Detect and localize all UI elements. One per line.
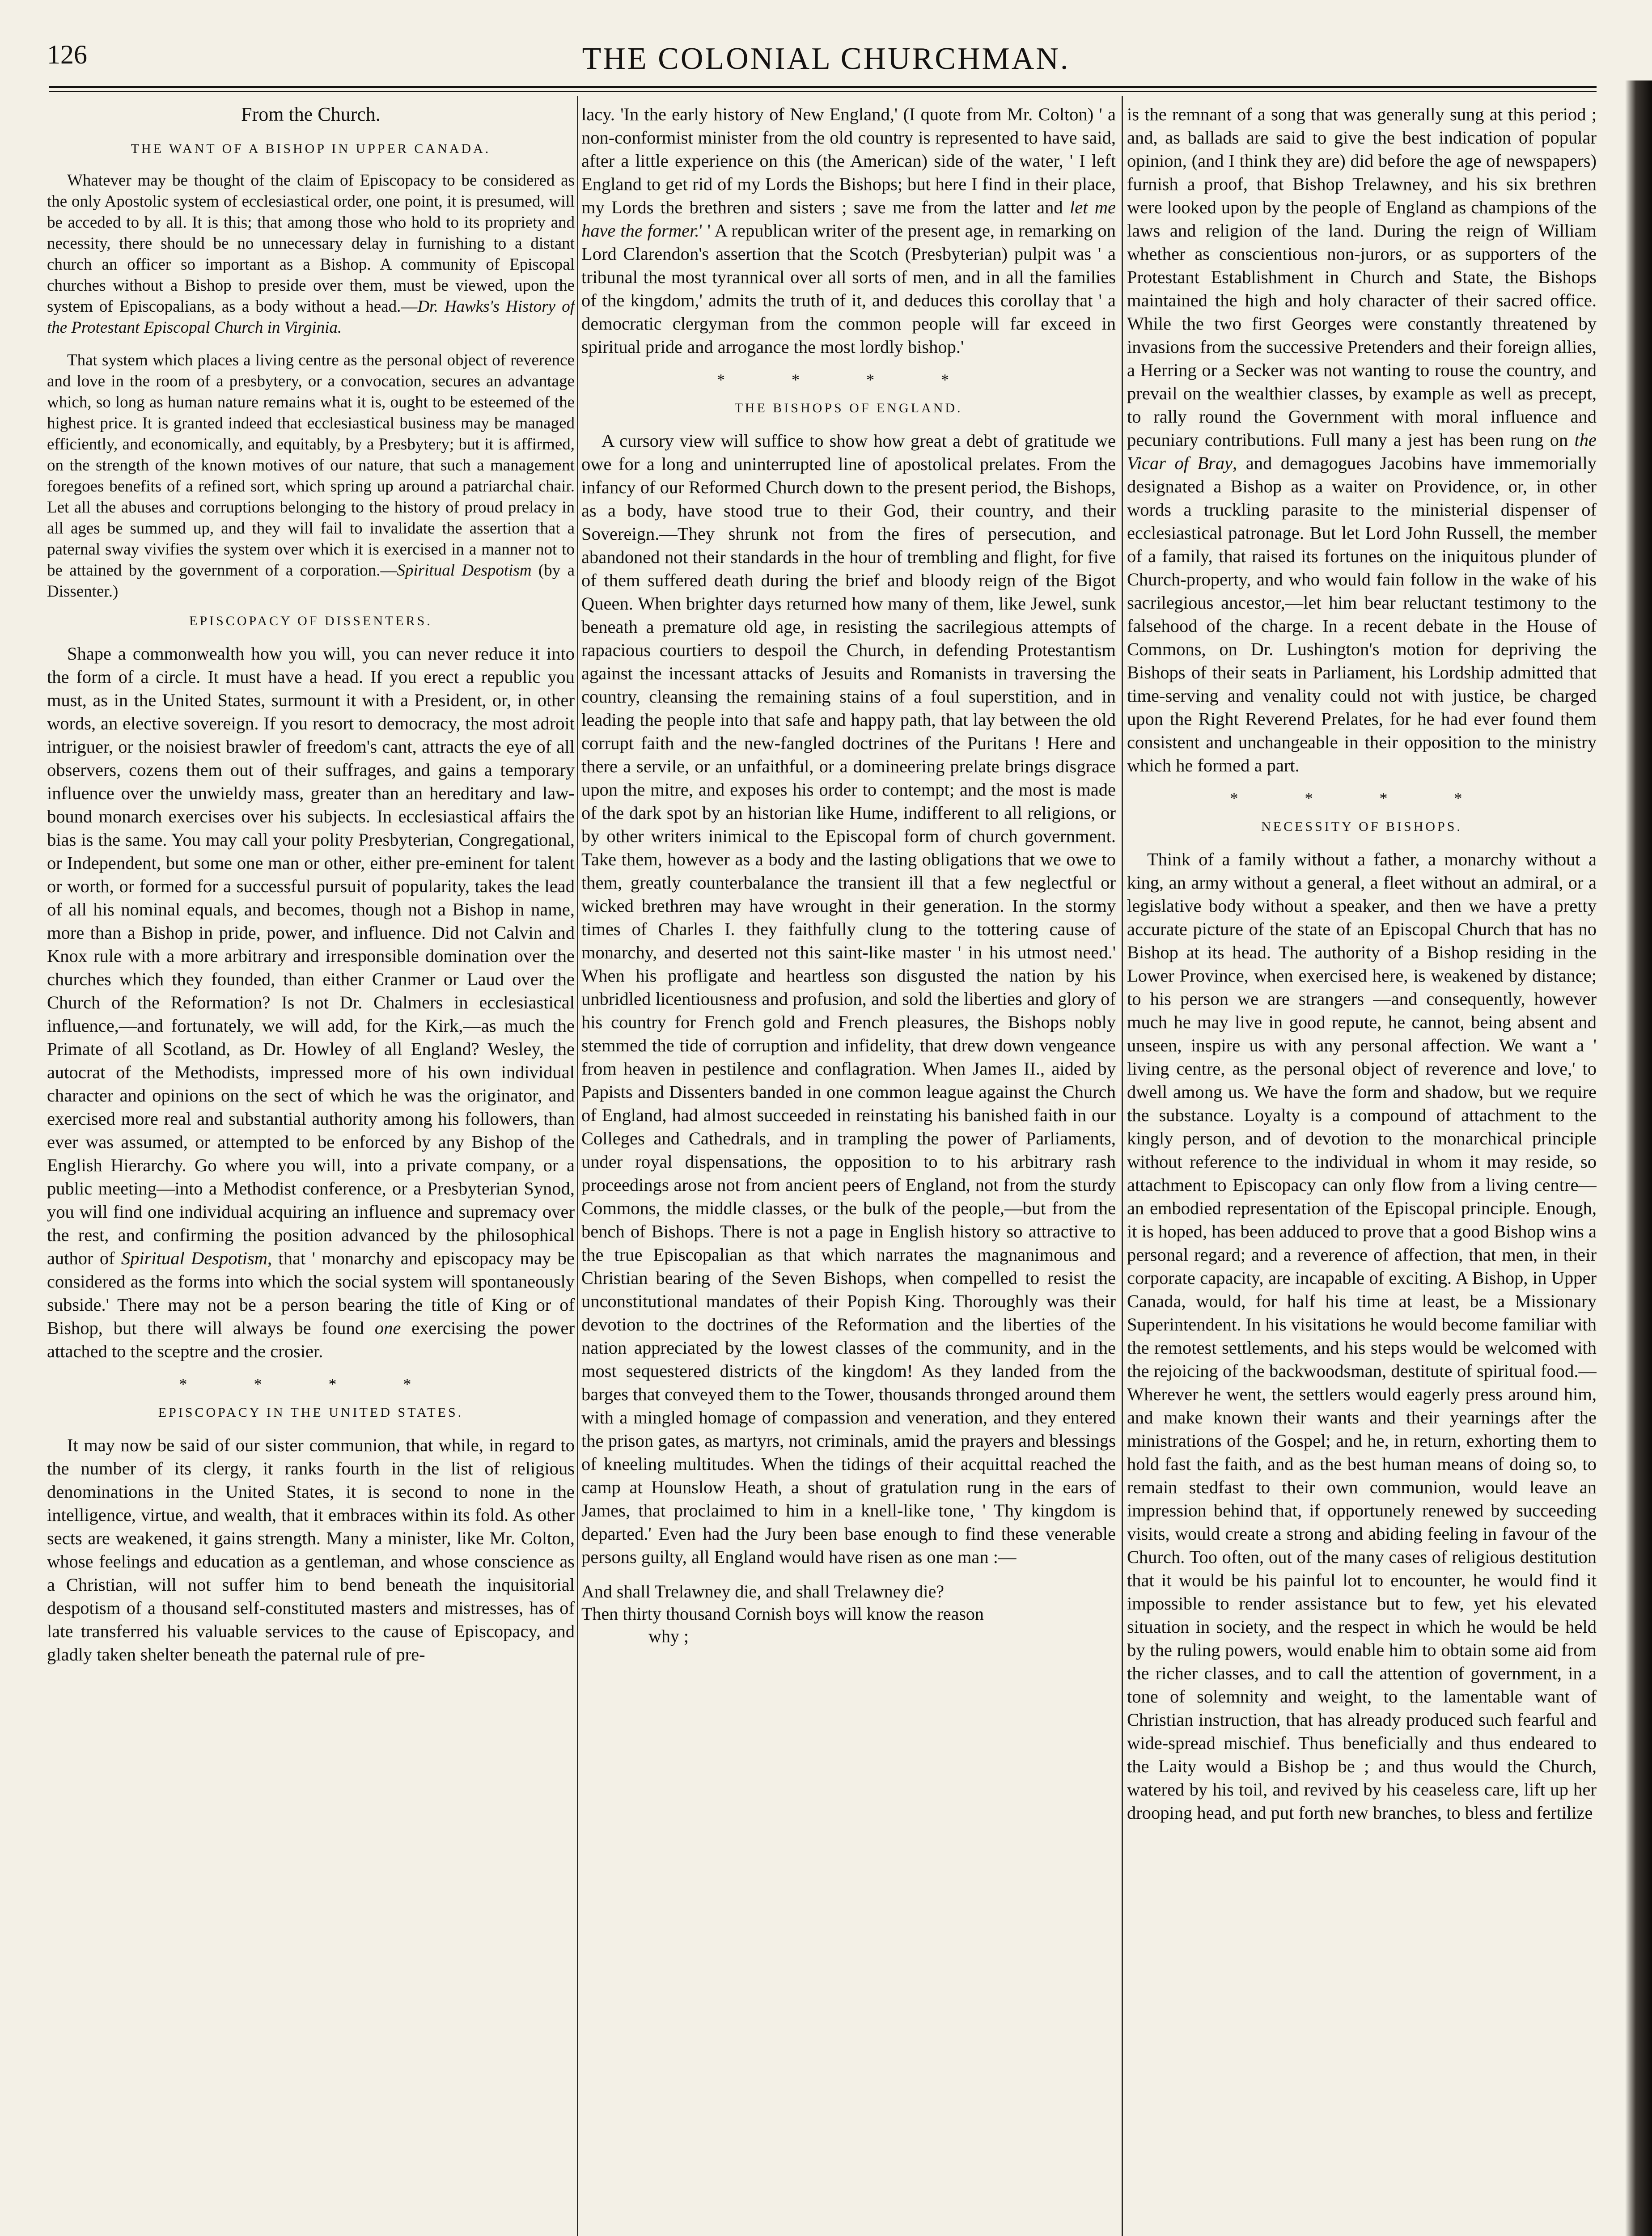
paragraph-text: That system which places a living centre as the personal object of reverence and love in the room of a presbytery, or a convocation, secures an advantage which, so long as human nature remains what it is, ought to be esteemed of the highest price. It is granted indeed that ecclesiastical business may be managed efficiently, and economically, and equitably, by a Presbytery; but it is affirmed, on the strength of the known motives of our nature, that such a management foregoes benefits of a refined sort, which spring up around a patriarchal chair. Let all the abuses and corruptions belonging to the history of proud prelacy in all ages be summed up, and they will fail to invalidate the assertion that a paternal sway vivifies the system over which it is exercised in a manner not to be attained by the government of a corporation.—	[47, 351, 575, 580]
italic-title: the Vicar of Bray	[1127, 430, 1597, 473]
column-2	[581, 103, 1116, 2236]
italic-word: one	[374, 1318, 401, 1338]
page-number: 126	[47, 40, 87, 69]
article-paragraph	[581, 103, 1116, 359]
paragraph-text: is the remnant of a song that was generally sung at this period ; and, as ballads are said to give the best indication of popular opinion, (and I think they are) did before the age of newspapers) furnish a proof, that Bishop Trelawney, and his six brethren were looked upon by the people of England as champions of the laws and religion of the land. During the reign of William whether as conscientious non-jurors, or as supporters of the Protestant Establishment in Church and State, the Bishops maintained the high and holy character of their sacred office. While the two first Georges were constantly threatened by invasions from the successive Pretenders and their foreign allies, a Herring or a Secker was not wanting to rouse the country, and prevail on the wealthier classes, by example as well as precept, to rally round the Government with moral influence and pecuniary contributions. Full many a jest has been rung on	[1127, 104, 1597, 450]
citation: Spiritual Despotism	[397, 561, 532, 580]
header-rule	[49, 86, 1597, 88]
article-paragraph	[1127, 103, 1597, 777]
paragraph-text: Shape a commonwealth how you will, you can never reduce it into the form of a circle. It must have a head. If you erect a republic you must, as in the United States, surmount it with a President, or, in other words, an elective sovereign. If you resort to democracy, the most adroit intriguer, or the noisiest brawler of freedom's cant, attracts the eye of all observers, cozens them out of their suffrages, and gains a temporary influence over the unwieldy mass, greater than an hereditary and law-bound monarch exercises over his subjects. In ecclesiastical affairs the bias is the same. You may call your polity Presbyterian, Congregational, or Independent, but some one man or other, either pre-eminent for talent or worth, or formed for a successful pursuit of popularity, takes the lead of all his nominal equals, and becomes, though not a Bishop in name, more than a Bishop in pride, power, and influence. Did not Calvin and Knox rule with a more arbitrary and irresponsible domination over the churches which they founded, than either Cranmer or Laud over the Church of the Reformation? Is not Dr. Chalmers in ecclesiastical influence,—and fortunately, we will add, for the Kirk,—as much the Primate of all Scotland, as Dr. Howley of all England? Wesley, the autocrat of the Methodists, impressed more of his own individual character and opinions on the sect of which he was the originator, and exercised more real and substantial authority among his followers, than ever was assumed, or attempted to be enforced by any Bishop of the English Hierarchy. Go where you will, into a private company, or a public meeting—into a Methodist conference, or a Presbyterian Synod, you will find one individual acquiring an influence and supremacy over the rest, and confirming the position advanced by the philosophical author of	[47, 644, 575, 1268]
column-divider-1	[577, 96, 578, 2236]
section-separator: * * * *	[1230, 789, 1494, 807]
article-heading: THE WANT OF A BISHOP IN UPPER CANADA.	[131, 141, 491, 156]
paragraph-text: lacy. 'In the early history of New England,' (I quote from Mr. Colton) ' a non-conformist minister from the old country is represented to have said, after a little experience on this (the American) side of the water, ' I left England to get rid of my Lords the Bishops; but here I find in their place, my Lords the brethren and sisters ; save me from the latter and	[581, 104, 1116, 217]
article-heading: THE BISHOPS OF ENGLAND.	[734, 401, 963, 415]
paragraph-text: (by a Dissenter.)	[47, 561, 575, 601]
source-credit: From the Church.	[241, 103, 381, 125]
paragraph-text: Whatever may be thought of the claim of Episcopacy to be considered as the only Apostolic system of ecclesiastical order, one point, it is presumed, will be acceded to by all. It is this; that among those who hold to its propriety and necessity, there should be no unnecessary delay in furnishing to a distant church an officer so important as a Bishop. A community of Episcopal churches without a Bishop to preside over them, must be viewed, upon the system of Episcopalians, as a body without a head.—	[47, 171, 575, 316]
article-heading: EPISCOPACY IN THE UNITED STATES.	[158, 1405, 464, 1420]
article-paragraph: A cursory view will suffice to show how great a debt of gratitude we owe for a long and uninterrupted line of apostolical prelates. From the infancy of our Reformed Church down to the present period, the Bishops, as a body, have stood true to their God, their country, and their Sovereign.—They shrunk not from the fires of persecution, and abandoned not their standards in the hour of trembling and flight, for five of them suffered death during the brief and bloody reign of the Bigot Queen. When brighter days returned how many of them, like Jewel, sunk beneath a premature old age, in resisting the sacrilegious attempts of rapacious courtiers to despoil the Church, in defending Protestantism against the incessant attacks of Jesuits and Romanists in traversing the country, cleansing the remaining stains of a foul superstition, and in leading the people into that safe and happy path, that lay between the old corrupt faith and the new-fangled doctrines of the Puritans ! Here and there a servile, or an unfaithful, or a domineering prelate brings disgrace upon the mitre, and exposes his order to contempt; and the most is made of the dark spot by an historian like Hume, indifferent to all religions, or by other writers inimical to the Episcopal form of church government. Take them, however as a body and the lasting obligations that we owe to them, greatly counterbalance the transient ill that a few neglectful or wicked brethren may have wrought in their generation. In the stormy times of Charles I. they faithfully clung to the tottering cause of monarchy, and deserted not this saint-like master ' in his utmost need.' When his profligate and heartless son disgusted the nation by his unbridled licentiousness and profusion, and sold the liberties and glory of his country for French gold and French pleasures, the Bishops nobly stemmed the tide of corruption and infidelity, that drew down vengeance from heaven in pestilence and conflagration. When James II., aided by Papists and Dissenters banded in one common league against the Church of England, had almost succeeded in reinstating his banished faith in our Colleges and Cathedrals, and in trampling the power of Parliaments, under royal dispensations, the opposition to to his arbitrary rash proceedings arose not from ancient peers of England, not from the sturdy Commons, the middle classes, or the bulk of the people,—but from the bench of Bishops. There is not a page in English history so attractive to the true Episcopalian as that which narrates the magnanimous and Christian bearing of the Seven Bishops, when compelled to resist the unconstitutional mandates of their Popish King. Thoroughly was their devotion to the doctrines of the Reformation and the liberties of the nation appreciated by the lowest classes of the community, and in the most sequestered districts of the kingdom! As they landed from the barges that conveyed them to the Tower, thousands thronged around them with a mingled homage of compassion and veneration, and they entered the prison gates, as martyrs, not criminals, amid the prayers and blessings of kneeling multitudes. When the tidings of their acquittal reached the camp at Hounslow Heath, a shout of gratulation rung in the ears of James, that proclaimed to him in a knell-like tone, ' Thy kingdom is departed.' Even had the Jury been base enough to find these venerable persons guilty, all England would have risen as one man :—	[581, 431, 1116, 1567]
citation: Dr. Hawks's History of the Protestant Episcopal Church in Virginia.	[47, 297, 575, 337]
column-3	[1127, 103, 1597, 2236]
italic-quote: let me have the former.	[581, 197, 1116, 241]
section-separator: * * * *	[717, 371, 980, 389]
paragraph-text: exercising the power attached to the sceptre and the crosier.	[47, 1318, 575, 1361]
paragraph-text: ' ' A republican writer of the present age, in remarking on Lord Clarendon's assertion that the Scotch (Presbyterian) pulpit was ' a tribunal the most tyrannical over all sorts of men, and in all the families of the kingdom,' admits the truth of it, and deduces this corollay that ' a democratic clergyman from the common people will far exceed in spiritual pride and arrogance the most lordly bishop.'	[581, 220, 1116, 357]
section-separator: * * * *	[179, 1375, 443, 1393]
article-paragraph	[47, 170, 575, 338]
article-heading: NECESSITY OF BISHOPS.	[1261, 819, 1462, 834]
paragraph-text: , that ' monarchy and episcopacy may be considered as the forms into which the social system will spontaneously subside.' There may not be a person bearing the title of King or of Bishop, but there will always be found	[47, 1248, 575, 1338]
verse-line: Then thirty thousand Cornish boys will know the reason	[581, 1604, 984, 1624]
verse-line: And shall Trelawney die, and shall Trelawney die?	[581, 1581, 944, 1601]
verse-line: why ;	[648, 1626, 689, 1646]
article-paragraph: It may now be said of our sister communion, that while, in regard to the number of its clergy, it ranks fourth in the list of religious denominations in the United States, it is second to none in the intelligence, virtue, and wealth, that it embraces within its fold. As other sects are weakened, it gains strength. Many a minister, like Mr. Colton, whose feelings and education as a gentleman, and whose conscience as a Christian, will not suffer him to bend beneath the inquisitorial despotism of a thousand self-constituted masters and mistresses, has of late transferred his valuable services to the cause of Episcopacy, and gladly taken shelter beneath the paternal rule of pre-	[47, 1435, 575, 1664]
column-1	[47, 103, 575, 2236]
column-divider-2	[1122, 96, 1123, 2236]
article-paragraph	[47, 350, 575, 602]
paragraph-text: , and demagogues Jacobins have immemorially designated a Bishop as a waiter on Providence, or, in other words a truckling parasite to the ministerial dispenser of ecclesiastical patronage. But let Lord John Russell, the member of a family, that raised its fortunes on the iniquitous plunder of Church-property, and who would fain follow in the wake of his sacrilegious ancestor,—let him bear reluctant testimony to the falsehood of the charge. In a recent debate in the House of Commons, on Dr. Lushington's motion for depriving the Bishops of their seats in Parliament, his Lordship admitted that time-serving and venality could not with justice, be charged upon the Right Reverend Prelates, for he had ever found them consistent and unchangeable in their opposition to the ministry which he formed a part.	[1127, 453, 1597, 775]
article-paragraph: Think of a family without a father, a monarchy without a king, an army without a general, a fleet without an admiral, or a legislative body without a speaker, and then we have a pretty accurate picture of the state of an Episcopal Church that has no Bishop at its head. The authority of a Bishop residing in the Lower Province, when exercised here, is weakened by distance; to his person we are strangers —and consequently, however much he may live in good repute, he cannot, being absent and unseen, inspire us with any personal affection. We want a ' living centre, as the personal object of reverence and love,' to dwell among us. We have the form and shadow, but we require the substance. Loyalty is a compound of attachment to the kingly person, and of devotion to the monarchical principle without reference to the individual in whom it may reside, so attachment to Episcopacy can only flow from a living centre—an embodied representation of the Episcopal principle. Enough, it is hoped, has been adduced to prove that a good Bishop wins a personal regard; and a reverence of affection, that men, in their corporate capacity, are incapable of exciting. A Bishop, in Upper Canada, would, for half his time at least, be a Missionary Superintendent. In his visitations he would become familiar with the remotest settlements, and his steps would be welcomed with the rejoicing of the backwoodsman, destitute of spiritual food.—Wherever he went, the settlers would eagerly press around him, and make known their wants and their yearnings after the ministrations of the Gospel; and he, in return, exhorting them to hold fast the faith, and as the best human means of doing so, to remain stedfast to their own communion, would leave an impression behind that, if opportunely renewed by succeeding visits, would create a strong and abiding feeling in favour of the Church. Too often, out of the many cases of religious destitution that it would be his painful lot to encounter, he would find it impossible to render assistance but to few, yet his elevated situation in society, and the respect in which he would be held by the ruling powers, would enable him to obtain some aid from the richer classes, and to call the attention of government, in a tone of solemnity and weight, to the lamentable want of Christian instruction, that has already produced such fearful and wide-spread mischief. Thus beneficially and thus endeared to the Laity would a Bishop be ; and thus would the Church, watered by his toil, and revived by his ceaseless care, lift up her drooping head, and put forth new branches, to bless and fertilize	[1127, 849, 1597, 1823]
article-heading: EPISCOPACY OF DISSENTERS.	[189, 614, 432, 628]
page-binding-shadow	[1625, 80, 1652, 2236]
verse-block	[581, 1580, 1116, 1647]
italic-title: Spiritual Despotism	[121, 1248, 268, 1268]
header-rule-thin	[49, 91, 1597, 92]
article-paragraph	[47, 642, 575, 1363]
masthead-title: THE COLONIAL CHURCHMAN.	[582, 42, 1070, 76]
